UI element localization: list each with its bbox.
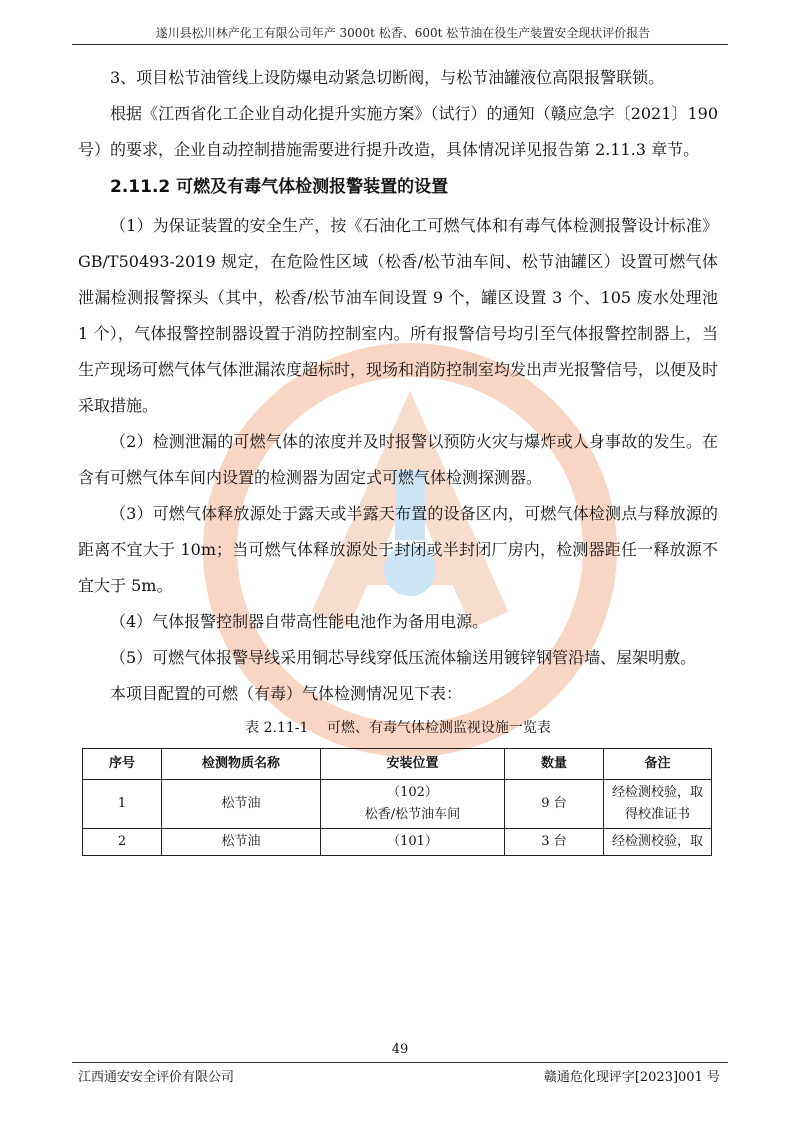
table-cell: 9 台 [505, 780, 604, 829]
header-divider [72, 44, 728, 45]
gas-detection-table [82, 748, 712, 856]
table-cell: 松节油 [162, 780, 321, 829]
table-cell: 2 [83, 829, 162, 856]
header-cell: 检测物质名称 [162, 749, 321, 780]
footer-report-number: 赣通危化现评字[2023]001 号 [543, 1070, 720, 1085]
header-cell: 数量 [505, 749, 604, 780]
table-cell: 经检测校验，取 [604, 829, 712, 856]
paragraph: （1）为保证装置的安全生产，按《石油化工可燃气体和有毒气体检测报警设计标准》GB/T50493-2019 规定，在危险性区域（松香/松节油车间、松节油罐区）设置可燃气体泄漏检测报警探头（其中，松香/松节油车间设置 9 个，罐区设置 3 个、105 废水处理池 1 个），气体报警控制器设置于消防控制室内。所有报警信号均引至气体报警控制器上，当生产现场可燃气体气体泄漏浓度超标时，现场和消防控制室均发出声光报警信号，以便及时采取措施。 [78, 216, 719, 415]
table-caption: 表 2.11-1 可燃、有毒气体检测监视设施一览表 [245, 720, 551, 736]
paragraph: （2）检测泄漏的可燃气体的浓度并及时报警以预防火灾与爆炸或人身事故的发生。在含有可燃气体车间内设置的检测器为固定式可燃气体检测探测器。 [78, 432, 718, 487]
paragraph: （3）可燃气体释放源处于露天或半露天布置的设备区内，可燃气体检测点与释放源的距离不宜大于 10m；当可燃气体释放源处于封闭或半封闭厂房内，检测器距任一释放源不宜大于 5m。 [78, 504, 718, 595]
document-body [78, 60, 718, 856]
table-header-row [83, 749, 712, 780]
header-cell: 安装位置 [321, 749, 505, 780]
table-cell: （102） 松香/松节油车间 [321, 780, 505, 829]
paragraph: 3、项目松节油管线上设防爆电动紧急切断阀，与松节油罐液位高限报警联锁。 [110, 68, 665, 87]
table-cell: 1 [83, 780, 162, 829]
section-heading: 2.11.2 可燃及有毒气体检测报警装置的设置 [110, 177, 449, 197]
table-cell: （101） [321, 829, 505, 856]
page-number: 49 [391, 1042, 409, 1057]
paragraph: 本项目配置的可燃（有毒）气体检测情况见下表： [110, 684, 463, 703]
header-cell: 序号 [83, 749, 162, 780]
footer-divider [72, 1062, 728, 1063]
footer-company: 江西通安安全评价有限公司 [78, 1070, 235, 1085]
table-row [83, 829, 712, 856]
table-cell: 经检测校验，取 得校准证书 [604, 780, 712, 829]
header-cell: 备注 [604, 749, 712, 780]
paragraph: （4）气体报警控制器自带高性能电池作为备用电源。 [110, 612, 489, 631]
table-cell: 松节油 [162, 829, 321, 856]
table-row [83, 780, 712, 829]
table-cell: 3 台 [505, 829, 604, 856]
paragraph: （5）可燃气体报警导线采用铜芯导线穿低压流体输送用镀锌钢管沿墙、屋架明敷。 [110, 648, 697, 667]
running-header: 遂川县松川林产化工有限公司年产 3000t 松香、600t 松节油在役生产装置安全现状评价报告 [155, 26, 651, 40]
paragraph: 根据《江西省化工企业自动化提升实施方案》（试行）的通知（赣应急字〔2021〕190 号）的要求，企业自动控制措施需要进行提升改造，具体情况详见报告第 2.11.3 章节。 [78, 104, 718, 159]
